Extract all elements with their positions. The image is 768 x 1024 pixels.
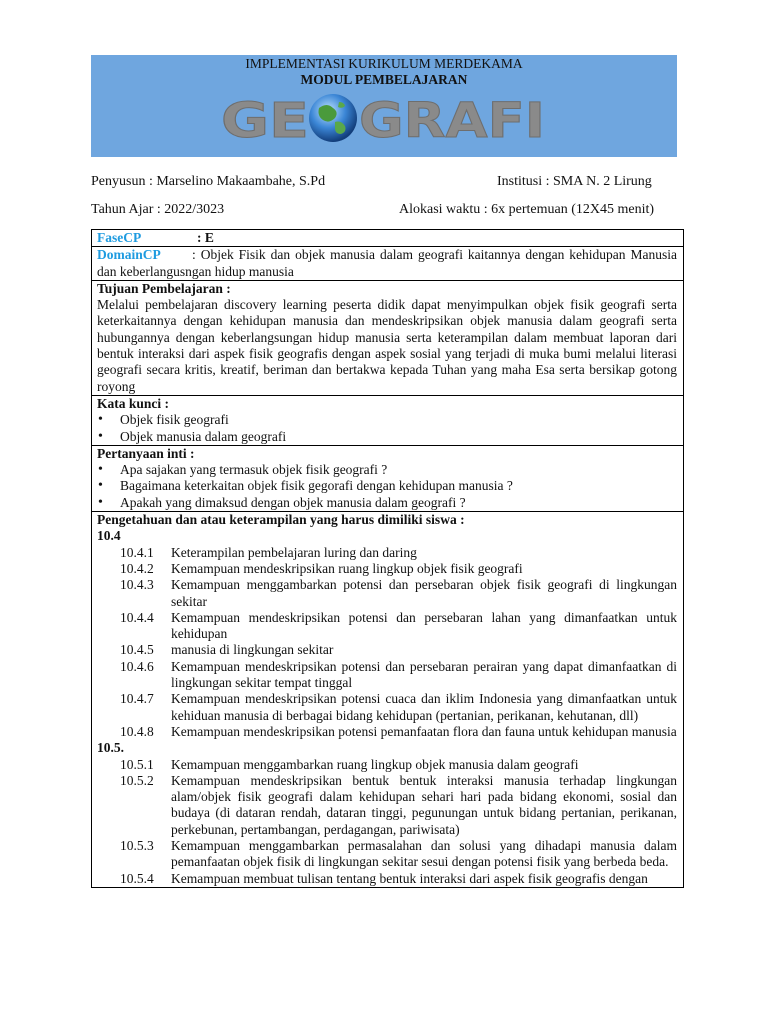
item-number: 10.4.8 — [120, 723, 154, 739]
item-text: Kemampuan mendeskripsikan potensi dan persebaran lahan yang dimanfaatkan untuk kehidupan — [171, 609, 677, 642]
item-number: 10.4.1 — [120, 544, 154, 560]
fase-row — [92, 230, 683, 247]
pertanyaan-list — [97, 462, 677, 511]
domain-row — [92, 247, 683, 281]
fase-label: FaseCP — [97, 230, 142, 245]
pengetahuan-section — [92, 512, 683, 887]
item-text: Kemampuan membuat tulisan tentang bentuk interaksi dari aspek fisik geografis dengan — [171, 870, 648, 886]
tahun-ajar: Tahun Ajar : 2022/3023 — [91, 202, 225, 217]
header-banner — [91, 55, 677, 157]
tujuan-heading: Tujuan Pembelajaran : — [97, 280, 231, 296]
item-text: Kemampuan menggambarkan potensi dan persebaran objek fisik geografi di lingkungan sekitar — [171, 577, 677, 609]
item-text: Kemampuan mendeskripsikan ruang lingkup objek fisik geografi — [171, 560, 523, 576]
item-number: 10.5.3 — [120, 837, 154, 853]
list-item: • Objek manusia dalam geografi — [97, 429, 677, 445]
list-item — [97, 577, 677, 610]
item-number: 10.5.4 — [120, 870, 154, 886]
item-number: 10.5.1 — [120, 756, 154, 772]
list-item — [97, 838, 677, 871]
alokasi-waktu: Alokasi waktu : 6x pertemuan (12X45 menit) — [399, 202, 655, 217]
fase-value: : E — [197, 230, 214, 245]
kata-kunci-section — [92, 396, 683, 446]
list-item — [97, 773, 677, 838]
domain-label: DomainCP — [97, 247, 161, 263]
pengetahuan-heading: Pengetahuan dan atau keterampilan yang harus dimiliki siswa : — [97, 512, 465, 528]
item-number: 10.4.7 — [120, 691, 154, 707]
list-item: • Apakah yang dimaksud dengan objek manusia dalam geografi ? — [97, 495, 677, 511]
list-item — [97, 871, 677, 887]
list-item — [97, 757, 677, 773]
item-number: 10.4.6 — [120, 658, 154, 674]
domain-value: : Objek Fisik dan objek manusia dalam geografi kaitannya dengan kehidupan Manusia dan keberlangusngan hidup manusia — [97, 247, 677, 279]
item-text: Kemampuan mendeskripsikan potensi pemanfaatan flora dan fauna untuk kehidupan manusia — [171, 723, 677, 739]
item-number: 10.4.3 — [120, 577, 154, 593]
list-item: • Bagaimana keterkaitan objek fisik gegorafi dengan kehidupan manusia ? — [97, 478, 677, 494]
item-number: 10.5.2 — [120, 772, 154, 788]
group-10-4: 10.4 — [97, 528, 121, 544]
list-item — [97, 610, 677, 643]
globe-icon — [309, 94, 357, 142]
list-item: • Apa sajakan yang termasuk objek fisik geografi ? — [97, 462, 677, 478]
item-text: Keterampilan pembelajaran luring dan daring — [171, 544, 417, 560]
item-number: 10.4.2 — [120, 560, 154, 576]
group-10-5: 10.5. — [97, 740, 124, 756]
pertanyaan-section — [92, 446, 683, 512]
item-text: Kemampuan menggambarkan permasalahan dan solusi yang dihadapi manusia dalam pemanfaatan objek fisik di lingkungan sekitar sesui dengan potensi fisik yang berbeda beda. — [171, 837, 677, 870]
tujuan-text: Melalui pembelajaran discovery learning peserta didik dapat menyimpulkan objek fisik geografi serta keterkaitannya dengan kehidupan manusia dan mendeskripsikan objek manusia dalam geografi serta hubungannya dengan keberlangsungan hidup manusia serta keterampilan dalam membuat laporan dari bentuk interaksi dari aspek fisik geografis dengan aspek sosial yang terjadi di muka bumi melalui literasi geografi secara kritis, kreatif, beriman dan bertakwa kepada Tuhan yang maha Esa serta bersikap gotong royong — [97, 297, 677, 394]
list-item — [97, 545, 677, 561]
item-text: Kemampuan menggambarkan ruang lingkup objek manusia dalam geografi — [171, 756, 579, 772]
geografi-logo — [221, 88, 547, 148]
banner-line-2: MODUL PEMBELAJARAN — [300, 72, 468, 87]
list-item — [97, 659, 677, 692]
logo-text: GEOGRAFI — [221, 88, 227, 89]
svg-text:GRAFI: GRAFI — [359, 93, 545, 148]
list-item — [97, 642, 677, 658]
list-item: • Objek fisik geografi — [97, 412, 677, 428]
kata-kunci-list — [97, 412, 677, 445]
item-text: Kemampuan mendeskripsikan potensi cuaca dan iklim Indonesia yang dimanfaatkan untuk kehiduan manusia di berbagai bidang kehidupan (pertanian, perikanan, kehutanan, dll) — [171, 691, 677, 723]
pertanyaan-heading: Pertanyaan inti : — [97, 445, 195, 461]
module-table — [91, 229, 684, 888]
kata-kunci-heading: Kata kunci : — [97, 395, 170, 411]
svg-text:GE: GE — [221, 93, 309, 148]
institusi: Institusi : SMA N. 2 Lirung — [497, 174, 652, 189]
item-number: 10.4.5 — [120, 642, 154, 658]
tujuan-section — [92, 281, 683, 396]
list-item — [97, 561, 677, 577]
item-text: manusia di lingkungan sekitar — [171, 642, 334, 658]
item-text: Kemampuan mendeskripsikan bentuk bentuk interaksi manusia terhadap lingkungan alam/objek fisik geografi dalam kehidupan sehari hari pada bidang ekonomi, sosial dan budaya (di dataran rendah, dataran tinggi, pegunungan untuk bidang pertanian, perikanan, perkebunan, pertambangan, perdagangan, pariwisata) — [171, 772, 677, 837]
list-item — [97, 691, 677, 724]
penyusun: Penyusun : Marselino Makaambahe, S.Pd — [91, 174, 326, 189]
item-number: 10.4.4 — [120, 609, 154, 625]
banner-line-1: IMPLEMENTASI KURIKULUM MERDEKAMA — [245, 56, 523, 71]
item-text: Kemampuan mendeskripsikan potensi dan persebaran perairan yang dapat dimanfaatkan di lingkungan sekitar tempat tinggal — [171, 658, 677, 691]
list-item — [97, 724, 677, 740]
